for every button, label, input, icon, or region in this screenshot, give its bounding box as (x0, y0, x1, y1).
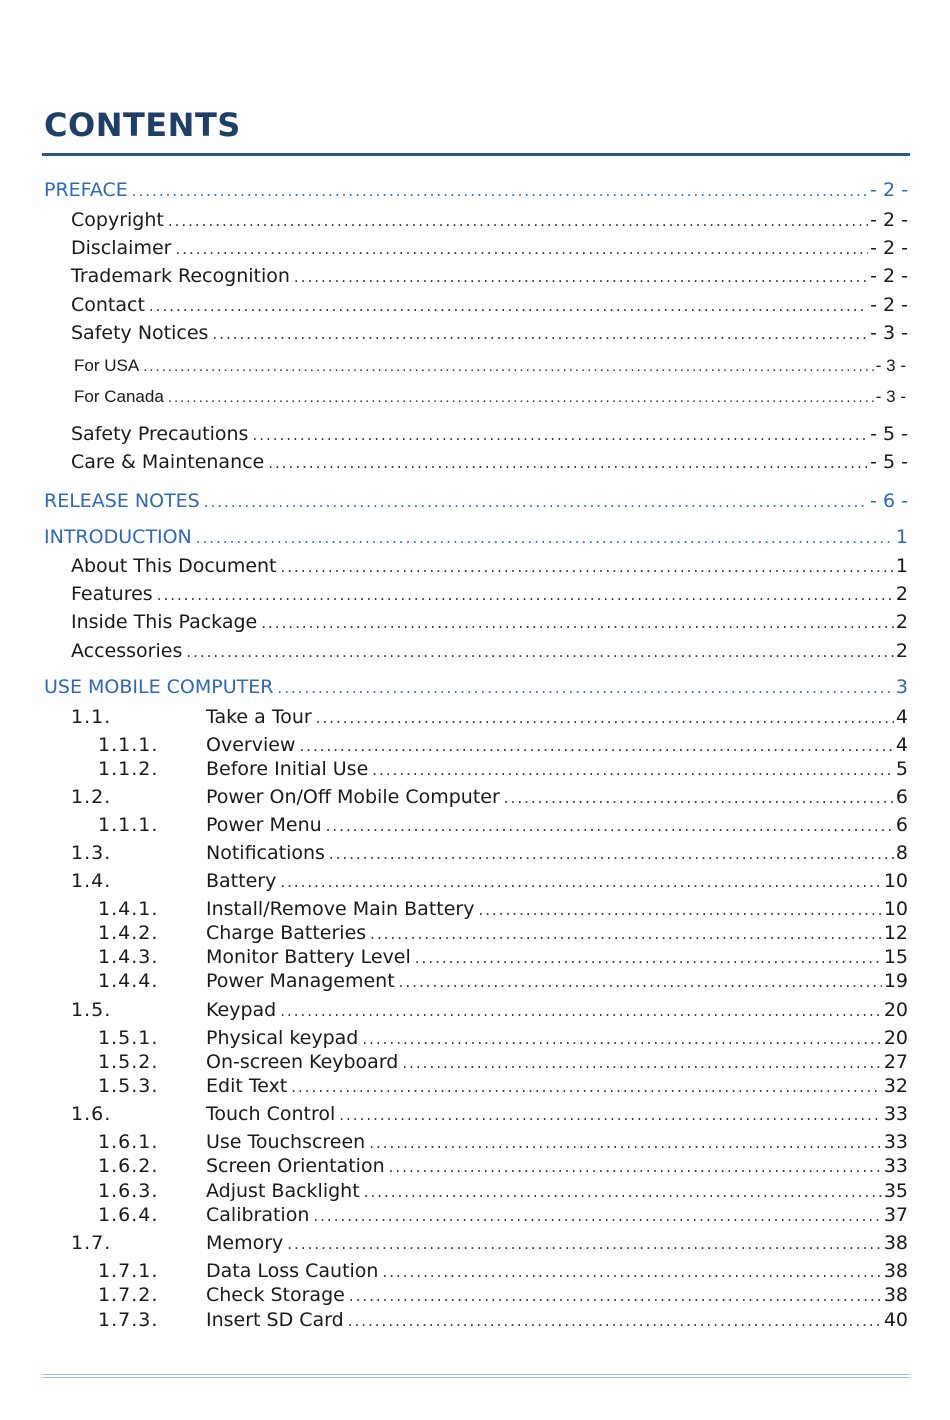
toc-leader-dots (168, 389, 874, 407)
toc-entry-page: 40 (883, 1309, 908, 1331)
toc-entry-1-1[interactable] (71, 706, 908, 729)
toc-entry-label: Before Initial Use (206, 758, 369, 780)
toc-entry-1-3[interactable] (71, 842, 908, 865)
toc-entry-label: Calibration (206, 1204, 310, 1226)
toc-entry-label: Power Menu (206, 814, 322, 836)
toc-entry-label: Features (71, 583, 153, 605)
toc-entry-page: 38 (883, 1284, 908, 1306)
toc-entry-page: 27 (883, 1051, 908, 1073)
toc-entry-label: Check Storage (206, 1284, 345, 1306)
toc-entry-page: 2 (895, 611, 908, 633)
toc-leader-dots (157, 586, 894, 604)
toc-leader-dots (281, 558, 894, 576)
page-title: CONTENTS (44, 106, 241, 144)
toc-leader-dots (364, 1183, 882, 1201)
toc-entry-label: Battery (206, 870, 277, 892)
toc-entry-number: 1.5.2. (98, 1051, 159, 1073)
toc-entry-label: Physical keypad (206, 1027, 359, 1049)
toc-entry-release-notes[interactable] (44, 490, 908, 513)
toc-entry-number: 1.1.2. (98, 758, 159, 780)
toc-entry-about-document[interactable] (71, 555, 908, 578)
toc-leader-dots (204, 493, 868, 511)
toc-leader-dots (196, 529, 894, 547)
toc-entry-label: Inside This Package (71, 611, 258, 633)
toc-entry-page: 38 (883, 1232, 908, 1254)
toc-entry-number: 1.1. (71, 706, 112, 728)
toc-entry-label: Memory (206, 1232, 284, 1254)
toc-entry-1-1-1[interactable] (98, 734, 908, 757)
toc-entry-1-6-4[interactable] (98, 1204, 908, 1227)
toc-entry-page: - 2 - (870, 209, 908, 231)
toc-entry-number: 1.4.3. (98, 946, 159, 968)
toc-entry-label: Overview (206, 734, 296, 756)
toc-entry-number: 1.5.1. (98, 1027, 159, 1049)
toc-entry-label: PREFACE (44, 179, 128, 201)
toc-entry-1-5[interactable] (71, 999, 908, 1022)
toc-entry-features[interactable] (71, 583, 908, 606)
toc-entry-1-5-3[interactable] (98, 1075, 908, 1098)
toc-entry-label: Install/Remove Main Battery (206, 898, 475, 920)
toc-leader-dots (212, 325, 868, 343)
toc-leader-dots (382, 1263, 881, 1281)
toc-entry-label: Take a Tour (206, 706, 312, 728)
toc-entry-page: 20 (883, 999, 908, 1021)
toc-leader-dots (349, 1287, 882, 1305)
toc-entry-label: USE MOBILE COMPUTER (44, 676, 274, 698)
toc-entry-1-7-1[interactable] (98, 1260, 908, 1283)
toc-entry-page: 38 (883, 1260, 908, 1282)
toc-entry-page: 3 (895, 676, 908, 698)
toc-entry-1-4-2[interactable] (98, 922, 908, 945)
toc-entry-trademark[interactable] (71, 265, 908, 288)
toc-leader-dots (415, 949, 882, 967)
toc-entry-page: 10 (883, 898, 908, 920)
toc-entry-label: RELEASE NOTES (44, 490, 200, 512)
toc-entry-page: 35 (883, 1180, 908, 1202)
toc-entry-page: - 2 - (870, 265, 908, 287)
toc-entry-number: 1.3. (71, 842, 112, 864)
toc-entry-page: 37 (883, 1204, 908, 1226)
toc-entry-number: 1.6.4. (98, 1204, 159, 1226)
toc-entry-page: 5 (895, 758, 908, 780)
toc-entry-label: Safety Precautions (71, 423, 249, 445)
toc-entry-safety-precautions[interactable] (71, 423, 908, 446)
toc-entry-label: Notifications (206, 842, 325, 864)
toc-leader-dots (186, 643, 894, 661)
toc-leader-dots (504, 789, 894, 807)
toc-entry-page: - 5 - (870, 451, 908, 473)
toc-entry-label: Monitor Battery Level (206, 946, 411, 968)
toc-leader-dots (252, 426, 868, 444)
toc-entry-1-6[interactable] (71, 1103, 908, 1126)
toc-entry-number: 1.4.1. (98, 898, 159, 920)
toc-entry-page: 12 (883, 922, 908, 944)
toc-leader-dots (348, 1312, 882, 1330)
toc-entry-accessories[interactable] (71, 640, 908, 663)
toc-entry-page: - 3 - (875, 387, 906, 406)
toc-leader-dots (280, 873, 881, 891)
toc-entry-page: 8 (895, 842, 908, 864)
toc-entry-1-2-1[interactable] (98, 814, 908, 837)
toc-entry-number: 1.1.1. (98, 734, 159, 756)
toc-entry-page: - 5 - (870, 423, 908, 445)
toc-entry-label: Power On/Off Mobile Computer (206, 786, 500, 808)
toc-entry-number: 1.5.3. (98, 1075, 159, 1097)
toc-entry-page: 6 (895, 814, 908, 836)
toc-leader-dots (339, 1106, 882, 1124)
toc-entry-label: Use Touchscreen (206, 1131, 366, 1153)
toc-entry-number: 1.2. (71, 786, 112, 808)
toc-entry-label: Copyright (71, 209, 164, 231)
toc-entry-page: - 3 - (870, 322, 908, 344)
toc-entry-1-2[interactable] (71, 786, 908, 809)
toc-entry-use-mobile-computer[interactable] (44, 676, 908, 699)
toc-leader-dots (478, 901, 881, 919)
toc-entry-page: 19 (883, 970, 908, 992)
toc-leader-dots (132, 182, 868, 200)
toc-entry-1-4-4[interactable] (98, 970, 908, 993)
toc-leader-dots (287, 1235, 882, 1253)
toc-entry-page: 4 (895, 706, 908, 728)
toc-entry-label: Accessories (71, 640, 183, 662)
toc-leader-dots (389, 1158, 882, 1176)
toc-leader-dots (316, 709, 894, 727)
toc-entry-contact[interactable] (71, 294, 908, 317)
toc-entry-page: 2 (895, 640, 908, 662)
toc-entry-label: On-screen Keyboard (206, 1051, 399, 1073)
toc-entry-1-7-3[interactable] (98, 1309, 908, 1332)
toc-entry-label: Adjust Backlight (206, 1180, 360, 1202)
toc-leader-dots (291, 1078, 882, 1096)
toc-leader-dots (399, 973, 882, 991)
footer-rule (42, 1374, 910, 1378)
toc-leader-dots (372, 761, 894, 779)
toc-entry-page: 20 (883, 1027, 908, 1049)
toc-entry-safety-notices[interactable] (71, 322, 908, 345)
toc-entry-label: Trademark Recognition (71, 265, 290, 287)
toc-entry-number: 1.7.3. (98, 1309, 159, 1331)
toc-entry-page: 1 (895, 526, 908, 548)
toc-entry-page: 33 (883, 1103, 908, 1125)
toc-entry-page: - 2 - (870, 294, 908, 316)
toc-entry-1-1-2[interactable] (98, 758, 908, 781)
toc-entry-page: - 6 - (870, 490, 908, 512)
toc-entry-1-4-1[interactable] (98, 898, 908, 921)
toc-leader-dots (175, 240, 868, 258)
toc-entry-label: Data Loss Caution (206, 1260, 379, 1282)
toc-leader-dots (402, 1054, 881, 1072)
toc-entry-number: 1.4.2. (98, 922, 159, 944)
toc-entry-page: - 3 - (875, 356, 906, 375)
toc-entry-1-6-3[interactable] (98, 1180, 908, 1203)
toc-leader-dots (268, 454, 868, 472)
toc-entry-label: Edit Text (206, 1075, 288, 1097)
toc-entry-label: Touch Control (206, 1103, 336, 1125)
toc-entry-label: INTRODUCTION (44, 526, 192, 548)
toc-entry-label: About This Document (71, 555, 277, 577)
toc-entry-page: - 2 - (870, 179, 908, 201)
toc-entry-number: 1.4. (71, 870, 112, 892)
toc-entry-number: 1.6. (71, 1103, 112, 1125)
toc-entry-1-4-3[interactable] (98, 946, 908, 969)
toc-entry-number: 1.7. (71, 1232, 112, 1254)
toc-entry-for-canada[interactable] (74, 387, 906, 407)
toc-entry-1-6-1[interactable] (98, 1131, 908, 1154)
toc-entry-number: 1.6.1. (98, 1131, 159, 1153)
toc-entry-page: 1 (895, 555, 908, 577)
toc-entry-introduction[interactable] (44, 526, 908, 549)
toc-leader-dots (149, 297, 868, 315)
toc-leader-dots (277, 679, 893, 697)
toc-entry-number: 1.6.3. (98, 1180, 159, 1202)
toc-entry-page: 4 (895, 734, 908, 756)
toc-entry-label: Contact (71, 294, 145, 316)
toc-entry-number: 1.6.2. (98, 1155, 159, 1177)
toc-entry-label: For USA (74, 356, 140, 375)
toc-entry-page: 32 (883, 1075, 908, 1097)
toc-entry-page: 6 (895, 786, 908, 808)
toc-leader-dots (168, 212, 868, 230)
toc-leader-dots (369, 1134, 882, 1152)
toc-entry-label: Safety Notices (71, 322, 209, 344)
toc-entry-inside-package[interactable] (71, 611, 908, 634)
toc-leader-dots (329, 845, 894, 863)
toc-entry-1-6-2[interactable] (98, 1155, 908, 1178)
toc-leader-dots (299, 737, 893, 755)
toc-entry-label: Insert SD Card (206, 1309, 344, 1331)
toc-entry-label: Power Management (206, 970, 395, 992)
toc-entry-label: Charge Batteries (206, 922, 367, 944)
toc-entry-page: 2 (895, 583, 908, 605)
toc-entry-label: Care & Maintenance (71, 451, 265, 473)
toc-entry-page: - 2 - (870, 237, 908, 259)
toc-entry-1-5-1[interactable] (98, 1027, 908, 1050)
toc-entry-number: 1.4.4. (98, 970, 159, 992)
toc-entry-1-7-2[interactable] (98, 1284, 908, 1307)
toc-leader-dots (261, 614, 894, 632)
toc-entry-copyright[interactable] (71, 209, 908, 232)
toc-entry-label: Screen Orientation (206, 1155, 385, 1177)
toc-entry-label: For Canada (74, 387, 164, 406)
toc-entry-page: 10 (883, 870, 908, 892)
toc-entry-preface[interactable] (44, 179, 908, 202)
toc-leader-dots (370, 925, 882, 943)
toc-entry-1-4[interactable] (71, 870, 908, 893)
toc-entry-disclaimer[interactable] (71, 237, 908, 260)
toc-entry-label: Disclaimer (71, 237, 172, 259)
toc-leader-dots (280, 1002, 882, 1020)
toc-leader-dots (143, 358, 874, 376)
toc-entry-1-7[interactable] (71, 1232, 908, 1255)
toc-entry-page: 33 (883, 1131, 908, 1153)
toc-entry-number: 1.1.1. (98, 814, 159, 836)
toc-entry-page: 15 (883, 946, 908, 968)
toc-entry-number: 1.5. (71, 999, 112, 1021)
toc-leader-dots (362, 1030, 881, 1048)
toc-leader-dots (326, 817, 894, 835)
toc-entry-label: Keypad (206, 999, 277, 1021)
toc-entry-number: 1.7.2. (98, 1284, 159, 1306)
toc-entry-page: 33 (883, 1155, 908, 1177)
toc-leader-dots (313, 1207, 881, 1225)
toc-entry-care-maintenance[interactable] (71, 451, 908, 474)
toc-entry-number: 1.7.1. (98, 1260, 159, 1282)
toc-entry-for-usa[interactable] (74, 356, 906, 376)
toc-leader-dots (294, 268, 868, 286)
toc-entry-1-5-2[interactable] (98, 1051, 908, 1074)
